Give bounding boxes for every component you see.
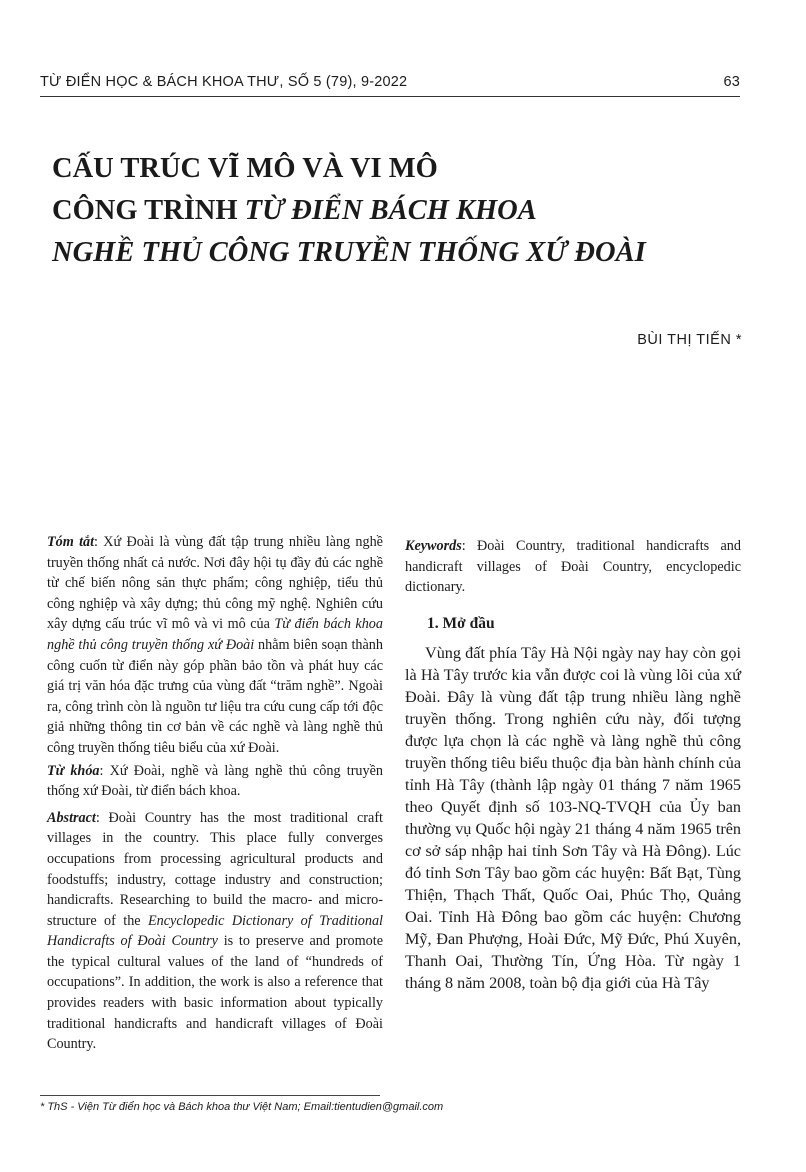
footnote: * ThS - Viện Từ điển học và Bách khoa thư Việt Nam; Email:tientudien@gmail.com bbox=[40, 1095, 380, 1113]
tomtat-paragraph bbox=[47, 532, 383, 759]
journal-name: TỪ ĐIỂN HỌC & BÁCH KHOA THƯ, SỐ 5 (79), 9-2022 bbox=[40, 74, 408, 90]
title-line-3-text: NGHỀ THỦ CÔNG TRUYỀN THỐNG XỨ ĐOÀI bbox=[52, 237, 646, 268]
article-title bbox=[52, 148, 752, 274]
section-heading: 1. Mở đầu bbox=[427, 614, 495, 632]
title-line-3 bbox=[52, 232, 752, 274]
tukhoa-label: Từ khóa bbox=[47, 762, 100, 779]
abstract-paragraph bbox=[47, 808, 383, 1055]
title-line-2-prefix: CÔNG TRÌNH bbox=[52, 195, 245, 226]
page-number: 63 bbox=[723, 74, 740, 90]
tukhoa-text: : Xứ Đoài, nghề và làng nghề thủ công truyền thống xứ Đoài, từ điển bách khoa. bbox=[47, 762, 383, 800]
tukhoa-paragraph bbox=[47, 761, 383, 802]
keywords-label: Keywords bbox=[405, 538, 462, 554]
intro-column bbox=[405, 532, 741, 994]
abstract-text-b: is to preserve and promote the typical cultural values of the land of “hundreds of occupations”. In addition, the work is also a reference that provides readers with basic information about typically traditional handicrafts and handicraft villages of Đoài Country. bbox=[47, 933, 384, 1053]
abstract-text-a: : Đoài Country has the most traditional craft villages in the country. This place fully converges occupations from processing agricultural products and foodstuffs; industry, cottage industry and construction; handicrafts. Researching to build the macro- and micro-structure of the bbox=[47, 809, 383, 929]
tomtat-text-a: : Xứ Đoài là vùng đất tập trung nhiều làng nghề truyền thống nhất cả nước. Nơi đây hội tụ đầy đủ các nghề từ chế biến nông sản thực phẩm; công nghiệp, tiểu thủ công nghiệp và xây dựng; thủ công mỹ nghệ. Nghiên cứu xây dựng cấu trúc vĩ mô và vi mô của bbox=[47, 534, 383, 633]
title-line-2-italic: TỪ ĐIỂN BÁCH KHOA bbox=[244, 195, 537, 226]
title-line-1: CẤU TRÚC VĨ MÔ VÀ VI MÔ bbox=[52, 153, 438, 184]
abstract-label: Abstract bbox=[47, 809, 96, 826]
tomtat-text-b: nhằm biên soạn thành công cuốn từ điển này góp phần bảo tồn và phát huy các giá trị văn hóa đặc trưng của vùng đất “trăm nghề”. Ngoài ra, công trình còn là nguồn tư liệu tra cứu cung cấp tới độc giả những thông tin cơ bản về các nghề và làng nghề thủ công truyền thống tiêu biểu của xứ Đoài. bbox=[47, 636, 383, 756]
tomtat-italic: Từ điển bách khoa nghề thủ công truyền thống xứ Đoài bbox=[47, 616, 383, 653]
abstract-italic: Encyclopedic Dictionary of Traditional Handicrafts of Đoài Country bbox=[47, 912, 383, 950]
title-line-2 bbox=[52, 190, 752, 232]
tomtat-label: Tóm tắt bbox=[47, 534, 95, 550]
keywords-paragraph bbox=[405, 536, 741, 598]
running-header bbox=[40, 74, 740, 97]
keywords-text: : Đoài Country, traditional handicrafts and handicraft villages of Đoài Country, encyclopedic dictionary. bbox=[405, 538, 741, 596]
author-name: BÙI THỊ TIẾN * bbox=[637, 332, 742, 348]
intro-paragraph: Vùng đất phía Tây Hà Nội ngày nay hay còn gọi là Hà Tây trước kia vẫn được coi là vùng lõi của xứ Đoài. Đây là vùng đất tập trung nhiều làng nghề truyền thống. Trong nghiên cứu này, đối tượng được lựa chọn là các nghề và làng nghề thủ công truyền thống tiêu biểu thuộc địa bàn hành chính của tỉnh Hà Tây (thành lập ngày 01 tháng 7 năm 1965 theo Quyết định số 103-NQ-TVQH của Ủy ban thường vụ Quốc hội ngày 21 tháng 4 năm 1965 trên cơ sở sáp nhập hai tỉnh Sơn Tây và Hà Đông). Lúc đó tỉnh Sơn Tây bao gồm các huyện: Bất Bạt, Tùng Thiện, Thạch Thất, Quốc Oai, Phúc Thọ, Quảng Oai. Tỉnh Hà Đông bao gồm các huyện: Chương Mỹ, Đan Phượng, Hoài Đức, Mỹ Đức, Phú Xuyên, Thanh Oai, Thường Tín, Ứng Hòa. Từ ngày 1 tháng 8 năm 2008, toàn bộ địa giới của Hà Tây bbox=[405, 644, 741, 993]
summary-column bbox=[47, 532, 383, 1057]
